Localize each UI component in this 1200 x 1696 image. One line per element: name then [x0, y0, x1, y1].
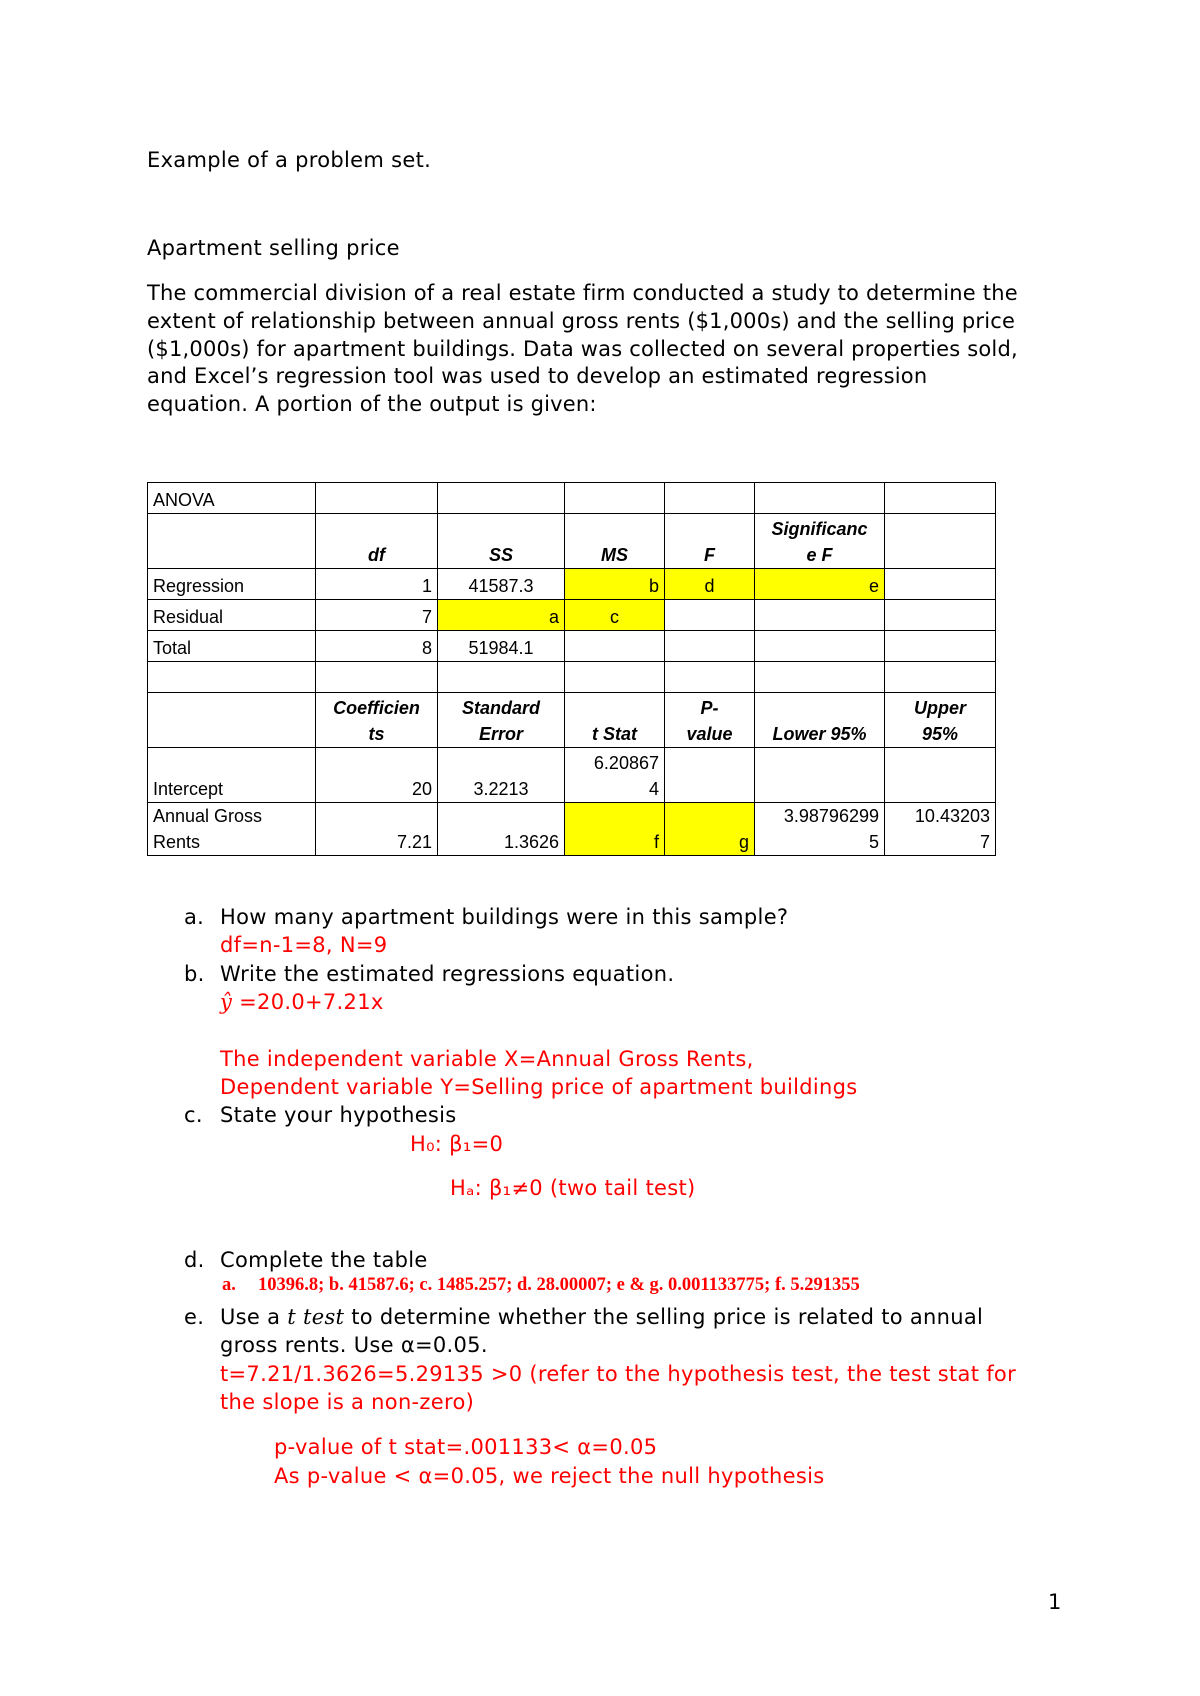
- intro-line: ($1,000s) for apartment buildings. Data was collected on several properties sold,: [147, 336, 1018, 361]
- intro-line: The commercial division of a real estate firm conducted a study to determine the: [147, 281, 1018, 305]
- blank-g: g: [665, 803, 755, 856]
- question-b-answer-line: Dependent variable Y=Selling price of apartment buildings: [220, 1075, 858, 1099]
- question-a-answer: df=n-1=8, N=9: [220, 933, 388, 957]
- blank-b: b: [565, 569, 665, 600]
- intro-line: and Excel’s regression tool was used to develop an estimated regression: [147, 364, 928, 389]
- question-b-answer-line: The independent variable X=Annual Gross Rents,: [220, 1047, 754, 1071]
- page-number: 1: [1048, 1590, 1062, 1614]
- header-f: F: [665, 514, 755, 569]
- table-row: [148, 662, 996, 693]
- table-row: Total 8 51984.1: [148, 631, 996, 662]
- blank-c: c: [565, 600, 665, 631]
- blank-d: d: [665, 569, 755, 600]
- header-t-stat: t Stat: [565, 693, 665, 748]
- table-row: Residual 7 a c: [148, 600, 996, 631]
- question-d-sub-marker: a.: [222, 1275, 236, 1295]
- question-a-text: How many apartment buildings were in this sample?: [220, 905, 789, 929]
- header-upper-95: Upper 95%: [885, 693, 996, 748]
- question-d-text: Complete the table: [220, 1248, 428, 1272]
- header-standard-error: Standard Error: [438, 693, 565, 748]
- header-coefficients: Coefficien ts: [316, 693, 438, 748]
- row-label: Intercept: [148, 748, 316, 803]
- table-row: [148, 483, 996, 514]
- intro-line: equation. A portion of the output is given:: [147, 392, 597, 417]
- row-label: Residual: [148, 600, 316, 631]
- problem-title: Apartment selling price: [147, 236, 400, 260]
- table-row: Intercept 20 3.2213 6.20867 4: [148, 748, 996, 803]
- question-e-text-line2: gross rents. Use α=0.05.: [220, 1333, 488, 1357]
- question-c-marker: c.: [184, 1103, 203, 1127]
- table-row: Regression 1 41587.3 b d e: [148, 569, 996, 600]
- question-d-marker: d.: [184, 1248, 205, 1272]
- blank-e: e: [755, 569, 885, 600]
- blank-f: f: [565, 803, 665, 856]
- question-e-marker: e.: [184, 1305, 205, 1329]
- intro-line: extent of relationship between annual gross rents ($1,000s) and the selling price: [147, 308, 1016, 333]
- header-p-value: P- value: [665, 693, 755, 748]
- table-row: [148, 693, 996, 748]
- null-hypothesis: H₀: β₁=0: [410, 1132, 504, 1156]
- question-b-marker: b.: [184, 962, 205, 986]
- row-label: Total: [148, 631, 316, 662]
- question-a-marker: a.: [184, 905, 205, 929]
- question-e-answer-line: t=7.21/1.3626=5.29135 >0 (refer to the hypothesis test, the test stat for: [220, 1362, 1017, 1386]
- alternative-hypothesis: Hₐ: β₁≠0 (two tail test): [450, 1176, 696, 1200]
- header-df: df: [316, 514, 438, 569]
- regression-output-table: [147, 482, 996, 856]
- anova-label: ANOVA: [148, 483, 316, 514]
- header-ms: MS: [565, 514, 665, 569]
- blank-a: a: [438, 600, 565, 631]
- question-d-answer: 10396.8; b. 41587.6; c. 1485.257; d. 28.00007; e & g. 0.001133775; f. 5.291355: [258, 1275, 860, 1295]
- row-label: Annual Gross Rents: [148, 803, 316, 856]
- header-ss: SS: [438, 514, 565, 569]
- header-lower-95: Lower 95%: [755, 693, 885, 748]
- row-label: Regression: [148, 569, 316, 600]
- document-heading: Example of a problem set.: [147, 148, 432, 172]
- header-significance-f: Significanc e F: [755, 514, 885, 569]
- question-e-text: Use a t test to determine whether the selling price is related to annual: [220, 1305, 984, 1329]
- table-row: [148, 514, 996, 569]
- question-e-answer-line: p-value of t stat=.001133< α=0.05: [274, 1435, 658, 1459]
- question-e-answer-line: the slope is a non-zero): [220, 1390, 475, 1414]
- question-e-answer-line: As p-value < α=0.05, we reject the null hypothesis: [274, 1464, 825, 1488]
- intro-paragraph: [147, 280, 1077, 419]
- table-row: Annual Gross Rents 7.21 1.3626 f g 3.98796299 5 10.43203 7: [148, 803, 996, 856]
- question-b-text: Write the estimated regressions equation.: [220, 962, 675, 986]
- question-b-equation: ŷ =20.0+7.21x: [220, 990, 384, 1014]
- question-c-text: State your hypothesis: [220, 1103, 457, 1127]
